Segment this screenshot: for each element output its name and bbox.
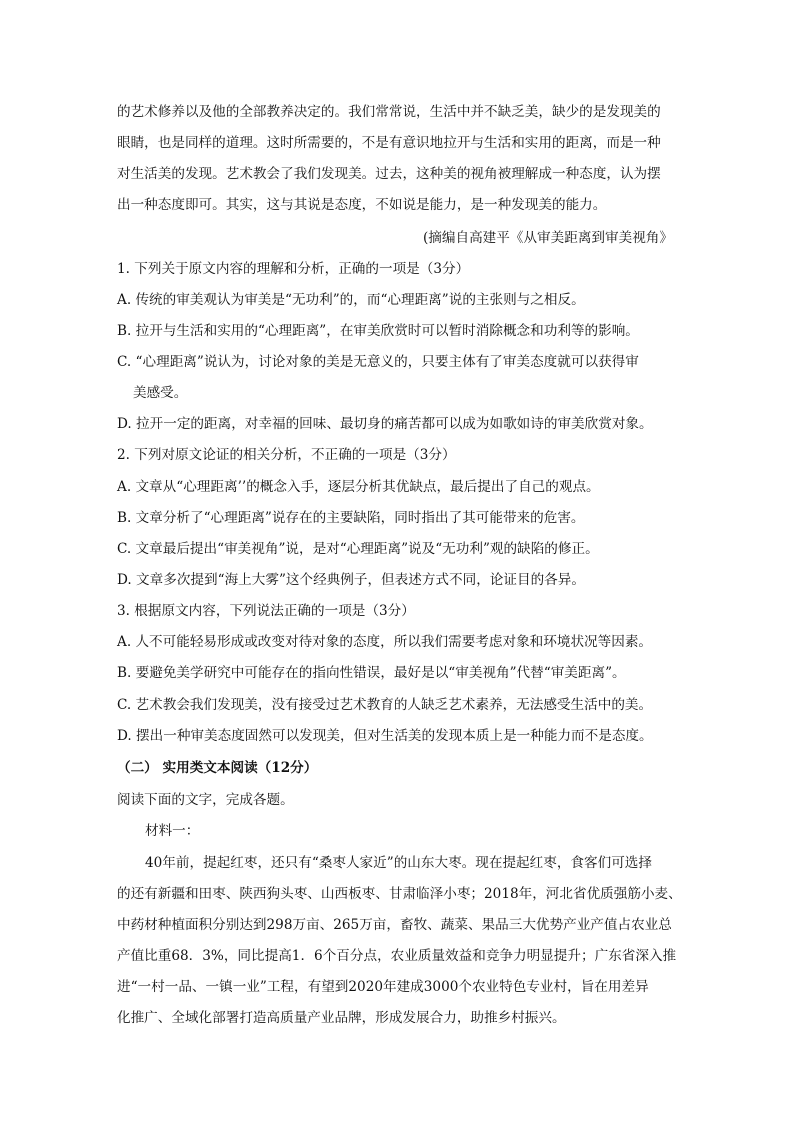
question-1-option-c-cont: 美感受。 xyxy=(133,385,188,401)
question-3-option-a: A. 人不可能轻易形成或改变对待对象的态度，所以我们需要考虑对象和环境状况等因素。 xyxy=(117,634,653,650)
material-label: 材料一： xyxy=(145,823,200,839)
intro-line-4: 出一种态度即可。其实，这与其说是态度，不如说是能力，是一种发现美的能力。 xyxy=(117,197,607,213)
material-line-6: 化推广、全域化部署打造高质量产业品牌，形成发展合力，助推乡村振兴。 xyxy=(117,1010,566,1026)
question-1-option-a: A. 传统的审美观认为审美是“无功利”的，而“心理距离”说的主张则与之相反。 xyxy=(117,292,585,308)
material-line-5: 进“一村一品、一镇一业”工程，有望到2020年建成3000个农业特色专业村，旨在用差异 xyxy=(117,979,649,995)
question-2-stem: 2. 下列对原文论证的相关分析，不正确的一项是（3分） xyxy=(117,447,456,463)
question-3-option-c: C. 艺术教会我们发现美，没有接受过艺术教育的人缺乏艺术素养，无法感受生活中的美。 xyxy=(117,697,653,713)
question-3-option-d: D. 摆出一种审美态度固然可以发现美，但对生活美的发现本质上是一种能力而不是态度。 xyxy=(117,728,653,744)
material-line-1: 40年前，提起红枣，还只有“桑枣人家近”的山东大枣。现在提起红枣，食客们可选择 xyxy=(145,855,652,871)
question-1-option-b: B. 拉开与生活和实用的“心理距离”，在审美欣赏时可以暂时消除概念和功利等的影响。 xyxy=(117,323,639,339)
question-1-option-d: D. 拉开一定的距离，对幸福的回味、最切身的痛苦都可以成为如歌如诗的审美欣赏对象。 xyxy=(117,416,653,432)
question-1-stem: 1. 下列关于原文内容的理解和分析，正确的一项是（3分） xyxy=(117,261,470,277)
question-2-option-c: C. 文章最后提出“审美视角”说，是对“心理距离”说及“无功利”观的缺陷的修正。 xyxy=(117,541,599,557)
source-citation: (摘编自高建平《从审美距离到审美视角》 xyxy=(423,230,673,246)
question-3-option-b: B. 要避免美学研究中可能存在的指向性错误，最好是以“审美视角”代替“审美距离”。 xyxy=(117,665,626,681)
material-line-4: 产值比重68．3%，同比提高1．6个百分点，农业质量效益和竞争力明显提升；广东省深入推 xyxy=(117,948,677,964)
intro-line-1: 的艺术修养以及他的全部教养决定的。我们常常说，生活中并不缺乏美，缺少的是发现美的 xyxy=(117,104,661,120)
material-line-2: 的还有新疆和田枣、陕西狗头枣、山西板枣、甘肃临泽小枣；2018年，河北省优质强筋小麦、 xyxy=(117,886,682,902)
question-2-option-d: D. 文章多次提到“海上大雾”这个经典例子，但表述方式不同，论证目的各异。 xyxy=(117,572,585,588)
question-2-option-a: A. 文章从“心理距离’’的概念入手，逐层分析其优缺点，最后提出了自己的观点。 xyxy=(117,479,600,495)
question-2-option-b: B. 文章分析了“心理距离”说存在的主要缺陷，同时指出了其可能带来的危害。 xyxy=(117,510,585,526)
intro-line-2: 眼睛，也是同样的道理。这时所需要的，不是有意识地拉开与生活和实用的距离，而是一种 xyxy=(117,135,661,151)
instruction-text: 阅读下面的文字，完成各题。 xyxy=(117,792,294,808)
section-heading: （二） 实用类文本阅读（12分） xyxy=(117,760,318,776)
material-line-3: 中药材种植面积分别达到298万亩、265万亩，畜牧、蔬菜、果品三大优势产业产值占农业总 xyxy=(117,917,672,933)
question-3-stem: 3. 根据原文内容，下列说法正确的一项是（3分） xyxy=(117,603,415,619)
intro-line-3: 对生活美的发现。艺术教会了我们发现美。过去，这种美的视角被理解成一种态度，认为摆 xyxy=(117,166,661,182)
question-1-option-c: C. “心理距离”说认为，讨论对象的美是无意义的，只要主体有了审美态度就可以获得审 xyxy=(117,354,639,370)
